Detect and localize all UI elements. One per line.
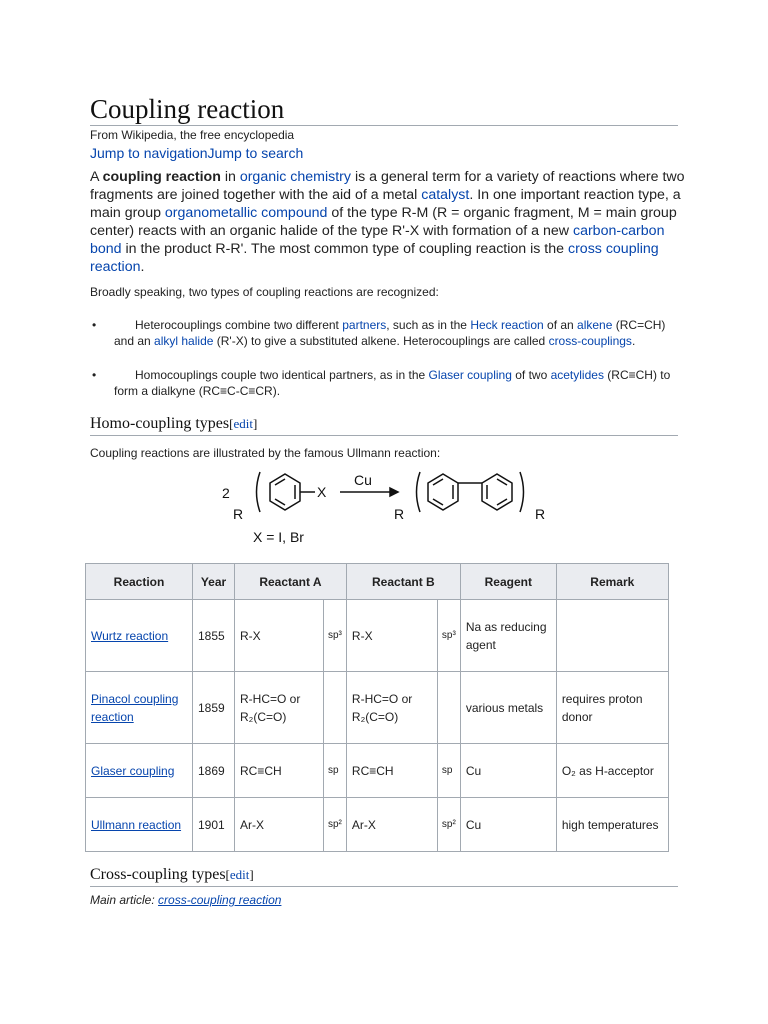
broadly-text: Broadly speaking, two types of coupling reactions are recognized: xyxy=(90,285,439,299)
text: (RC≡CH) to form a dialkyne (RC≡C-C≡CR). xyxy=(114,368,671,398)
text: (RC=CH) and an xyxy=(114,318,666,348)
main-article-label: Main article: xyxy=(90,893,159,907)
text: . xyxy=(140,259,145,275)
page-title: Coupling reaction xyxy=(90,94,285,124)
link-cross-couplings[interactable]: cross-couplings xyxy=(548,333,632,348)
link-acetylides[interactable]: acetylides xyxy=(550,368,604,382)
link-cross-coupling-reaction[interactable]: cross coupling reaction xyxy=(90,241,659,275)
year-cell: 1869 xyxy=(193,744,235,798)
text: . xyxy=(631,333,636,348)
reactant-b-hybrid: sp² xyxy=(437,798,460,852)
link-alkyl-halide[interactable]: alkyl halide xyxy=(154,333,214,348)
reactant-a-cell: RC≡CH xyxy=(235,744,324,798)
bullet-marker: • xyxy=(92,318,97,332)
ullmann-intro: Coupling reactions are illustrated by the famous Ullmann reaction: xyxy=(90,446,441,460)
r-group-label: R xyxy=(535,506,546,522)
bold-term: coupling reaction xyxy=(102,169,221,185)
remark-cell: O₂ as H-acceptor xyxy=(556,744,668,798)
copper-reagent-label: Cu xyxy=(354,472,372,488)
year-cell: 1855 xyxy=(193,600,235,672)
reactant-a-hybrid: sp³ xyxy=(324,600,347,672)
table-row xyxy=(86,600,669,672)
reactant-b-cell: Ar-X xyxy=(346,798,437,852)
section-title: Homo-coupling types xyxy=(90,415,230,432)
link-glaser-coupling-table[interactable]: Glaser coupling xyxy=(91,763,175,778)
reactant-b-hybrid: sp xyxy=(437,744,460,798)
link-glaser-coupling[interactable]: Glaser coupling xyxy=(428,368,512,382)
edit-link[interactable]: edit xyxy=(229,867,250,882)
edit-link[interactable]: edit xyxy=(233,416,253,431)
link-main-article[interactable]: cross-coupling reaction xyxy=(158,893,282,907)
link-wurtz-reaction[interactable]: Wurtz reaction xyxy=(91,628,169,643)
remark-cell xyxy=(556,600,668,672)
link-organometallic-compound[interactable]: organometallic compound xyxy=(164,205,328,221)
col-header: Reagent xyxy=(460,564,556,600)
table-row xyxy=(86,744,669,798)
halide-caption: X = I, Br xyxy=(253,529,304,545)
reactant-b-cell: R-HC=O or R₂(C=O) xyxy=(346,672,437,744)
bullet-homocouplings xyxy=(114,368,676,399)
text: of an xyxy=(543,318,578,332)
reactant-a-hybrid: sp² xyxy=(324,798,347,852)
reagent-cell: Cu xyxy=(460,744,556,798)
text: Homocouplings couple two identical partners, as in the xyxy=(135,368,429,382)
text: . In one important reaction type, a main group xyxy=(90,187,681,221)
text: of two xyxy=(511,368,551,382)
tagline: From Wikipedia, the free encyclopedia xyxy=(90,128,295,142)
edit-bracket: [ xyxy=(225,867,230,882)
benzene-ring-reactant xyxy=(257,472,316,512)
reactant-b-cell: RC≡CH xyxy=(346,744,437,798)
link-organic-chemistry[interactable]: organic chemistry xyxy=(239,169,351,185)
table-row xyxy=(86,672,669,744)
remark-cell: high temperatures xyxy=(556,798,668,852)
remark-cell: requires proton donor xyxy=(556,672,668,744)
link-heck-reaction[interactable]: Heck reaction xyxy=(470,318,544,332)
link-partners[interactable]: partners xyxy=(342,318,387,332)
link-carbon-carbon-bond[interactable]: carbon-carbon bond xyxy=(90,223,665,257)
bullet-marker: • xyxy=(92,368,97,382)
edit-bracket: ] xyxy=(252,416,258,431)
reactant-a-hybrid xyxy=(324,672,347,744)
reaction-arrow xyxy=(340,488,398,496)
table-row xyxy=(86,798,669,852)
reactant-a-cell: R-HC=O or R₂(C=O) xyxy=(235,672,324,744)
text: , such as in the xyxy=(386,318,471,332)
scheme-coefficient: 2 xyxy=(222,485,230,501)
r-group-label: R xyxy=(233,506,244,522)
halide-label: X xyxy=(317,484,327,500)
section-title: Cross-coupling types xyxy=(90,866,226,883)
section-divider xyxy=(90,886,678,887)
coupling-reactions-table xyxy=(85,563,669,852)
edit-bracket: [ xyxy=(229,416,234,431)
main-article-note xyxy=(90,893,281,907)
reactant-a-cell: R-X xyxy=(235,600,324,672)
text: (R'-X) to give a substituted alkene. Heterocouplings are called xyxy=(213,333,549,348)
reactant-b-hybrid xyxy=(437,672,460,744)
text: in the product R-R'. The most common type of coupling reaction is the xyxy=(121,241,568,257)
year-cell: 1859 xyxy=(193,672,235,744)
section-divider xyxy=(90,435,678,436)
edit-bracket: ] xyxy=(249,867,254,882)
reactant-a-hybrid: sp xyxy=(324,744,347,798)
year-cell: 1901 xyxy=(193,798,235,852)
biphenyl-product xyxy=(417,472,524,512)
bullet-heterocouplings xyxy=(114,318,676,349)
jump-to-navigation-link[interactable]: Jump to navigation xyxy=(90,145,208,161)
text: Heterocouplings combine two different xyxy=(135,318,343,332)
col-header: Reactant A xyxy=(235,564,347,600)
ullmann-reaction-scheme xyxy=(220,468,560,548)
col-header: Year xyxy=(193,564,235,600)
text: of the type R-M (R = organic fragment, M = main group center) reacts with an organic halide of the type R'-X with formation of a new xyxy=(90,205,677,239)
text: in xyxy=(220,169,240,185)
reactant-b-cell: R-X xyxy=(346,600,437,672)
link-catalyst[interactable]: catalyst xyxy=(421,187,470,203)
reactant-b-hybrid: sp³ xyxy=(437,600,460,672)
reagent-cell: various metals xyxy=(460,672,556,744)
reagent-cell: Na as reducing agent xyxy=(460,600,556,672)
link-alkene[interactable]: alkene xyxy=(577,318,613,332)
text: A xyxy=(90,169,103,185)
section-heading-cross-coupling xyxy=(90,865,254,885)
col-header: Reactant B xyxy=(346,564,460,600)
intro-paragraph xyxy=(90,168,690,276)
reagent-cell: Cu xyxy=(460,798,556,852)
jump-links xyxy=(90,145,303,161)
text: is a general term for a variety of reactions where two fragments are joined together with the aid of a metal xyxy=(90,169,685,203)
title-divider xyxy=(90,125,678,126)
col-header: Reaction xyxy=(86,564,193,600)
jump-to-search-link[interactable]: Jump to search xyxy=(207,145,304,161)
section-heading-homo-coupling xyxy=(90,414,257,434)
col-header: Remark xyxy=(556,564,668,600)
r-group-label: R xyxy=(394,506,405,522)
link-pinacol-coupling-reaction[interactable]: Pinacol coupling reaction xyxy=(91,691,179,724)
link-ullmann-reaction[interactable]: Ullmann reaction xyxy=(91,817,182,832)
table-header-row xyxy=(86,564,669,600)
reactant-a-cell: Ar-X xyxy=(235,798,324,852)
